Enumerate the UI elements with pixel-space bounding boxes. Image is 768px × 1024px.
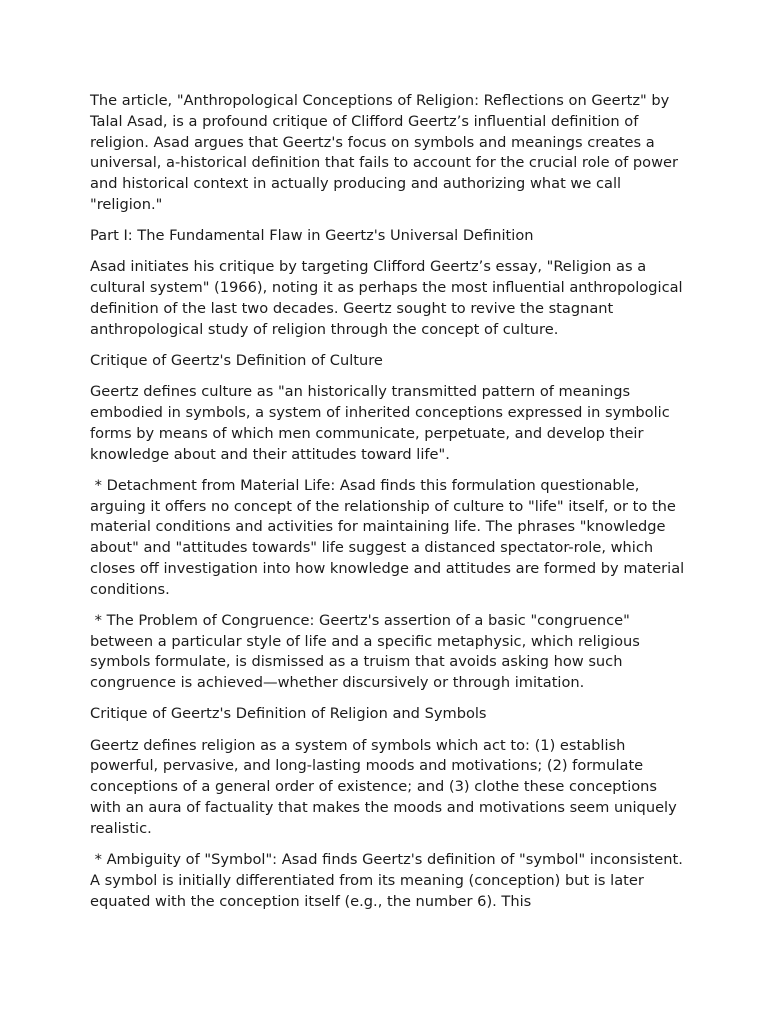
religion-paragraph: Geertz defines religion as a system of symbols which act to: (1) establish powerful, pervasive, and long-lasting moods and motivations; (2) formulate conceptions of a general order of existence; and (3) clothe these conceptions with an aura of factuality that makes the moods and motivations seem uniquely realistic. (90, 736, 682, 837)
intro-paragraph: The article, "Anthropological Conceptions of Religion: Reflections on Geertz" by Talal Asad, is a profound critique of Clifford Geertz’s influential definition of religion. Asad argues that Geertz's focus on symbols and meanings creates a universal, a-historical definition that fails to account for the crucial role of power and historical context in actually producing and authorizing what we call "religion." (90, 92, 683, 213)
part1-paragraph: Asad initiates his critique by targeting Clifford Geertz’s essay, "Religion as a cultural system" (1966), noting it as perhaps the most influential anthropological definition of the last two decades. Geertz sought to revive the stagnant anthropological study of religion through the concept of culture. (90, 258, 688, 338)
religion-heading: Critique of Geertz's Definition of Religion and Symbols (90, 705, 487, 723)
bullet-detachment: * Detachment from Material Life: Asad finds this formulation questionable, arguing it offers no concept of the relationship of culture to "life" itself, or to the material conditions and activities for maintaining life. The phrases "knowledge about" and "attitudes towards" life suggest a distanced spectator-role, which closes off investigation into how knowledge and attitudes are formed by material conditions. (90, 476, 689, 598)
document-page (90, 91, 690, 923)
part1-heading: Part I: The Fundamental Flaw in Geertz's Universal Definition (90, 227, 534, 245)
culture-heading: Critique of Geertz's Definition of Culture (90, 351, 383, 369)
bullet-symbol: * Ambiguity of "Symbol": Asad finds Geertz's definition of "symbol" inconsistent. A symbol is initially differentiated from its meaning (conception) but is later equated with the conception itself (e.g., the number 6). This (90, 851, 688, 910)
culture-paragraph: Geertz defines culture as "an historically transmitted pattern of meanings embodied in symbols, a system of inherited conceptions expressed in symbolic forms by means of which men communicate, perpetuate, and develop their knowledge about and their attitudes toward life". (90, 383, 675, 463)
bullet-congruence: * The Problem of Congruence: Geertz's assertion of a basic "congruence" between a particular style of life and a specific metaphysic, which religious symbols formulate, is dismissed as a truism that avoids asking how such congruence is achieved—whether discursively or through imitation. (90, 611, 645, 692)
